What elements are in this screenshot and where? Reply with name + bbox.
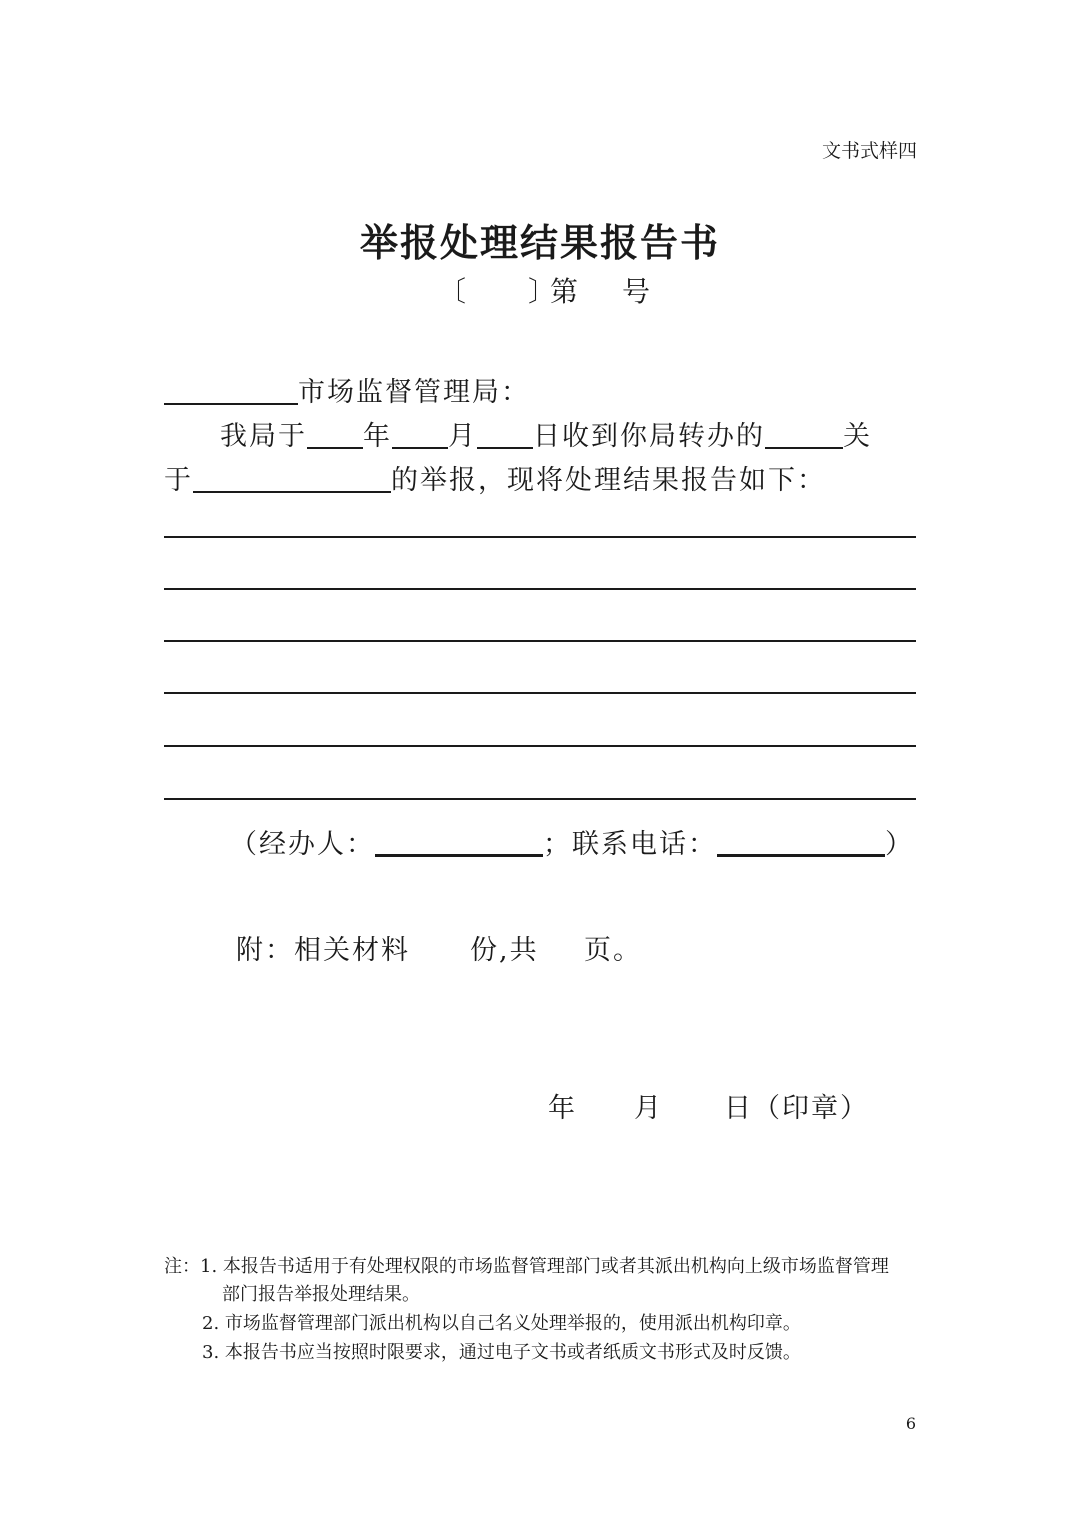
attachment-pages: 页。 [584,935,642,966]
para-month: 月 [448,421,477,452]
doc-number-di: 第 [550,275,579,308]
report-subject-blank[interactable] [193,465,391,493]
contact-line [230,822,914,861]
transferring-bureau-blank[interactable] [765,421,843,449]
writing-line[interactable] [164,798,916,800]
writing-line[interactable] [164,640,916,642]
note-3: 3. 本报告书应当按照时限要求，通过电子文书或者纸质文书形式及时反馈。 [202,1342,801,1363]
doc-number-hao: 号 [622,275,651,308]
attachment-label: 附：相关材料 [236,935,410,966]
document-title: 举报处理结果报告书 [359,220,720,265]
paragraph-line-1 [220,414,872,453]
attachment-line [236,928,410,967]
para-about-2: 于 [164,465,193,496]
note-1-line-1: 注：1. 本报告书适用于有处理权限的市场监督管理部门或者其派出机构向上级市场监督管理 [164,1256,889,1277]
month-blank[interactable] [392,421,448,449]
date-month: 月 [634,1093,663,1124]
contact-separator: ；联系电话： [543,829,717,860]
para-about-1: 关 [843,421,872,452]
para-prefix: 我局于 [220,421,307,452]
addressee-blank[interactable] [164,377,298,405]
phone-blank[interactable] [717,828,885,857]
writing-line[interactable] [164,536,916,538]
day-blank[interactable] [477,421,533,449]
date-year: 年 [548,1093,577,1124]
note-1-line-2: 部门报告举报处理结果。 [222,1284,420,1305]
paragraph-line-2 [164,458,826,497]
para-day-received: 日收到你局转办的 [533,421,765,452]
document-number [0,270,1080,310]
para-suffix: 的举报，现将处理结果报告如下： [391,465,826,496]
attachment-copies: 份,共 [470,935,539,966]
page-number: 6 [905,1414,916,1433]
addressee-line [164,370,530,409]
contact-open: （经办人： [230,829,375,860]
year-blank[interactable] [307,421,363,449]
addressee-suffix: 市场监督管理局： [298,377,530,408]
note-2: 2. 市场监督管理部门派出机构以自己名义处理举报的，使用派出机构印章。 [202,1313,801,1334]
contact-close: ） [885,829,914,860]
writing-line[interactable] [164,588,916,590]
date-day-seal: 日（印章） [724,1093,869,1124]
writing-line[interactable] [164,692,916,694]
doc-number-left-bracket: 〔 [438,275,467,308]
para-year: 年 [363,421,392,452]
writing-line[interactable] [164,745,916,747]
doc-number-right-bracket: 〕 [528,275,557,308]
sample-label: 文书式样四 [821,140,917,162]
handler-name-blank[interactable] [375,828,543,857]
